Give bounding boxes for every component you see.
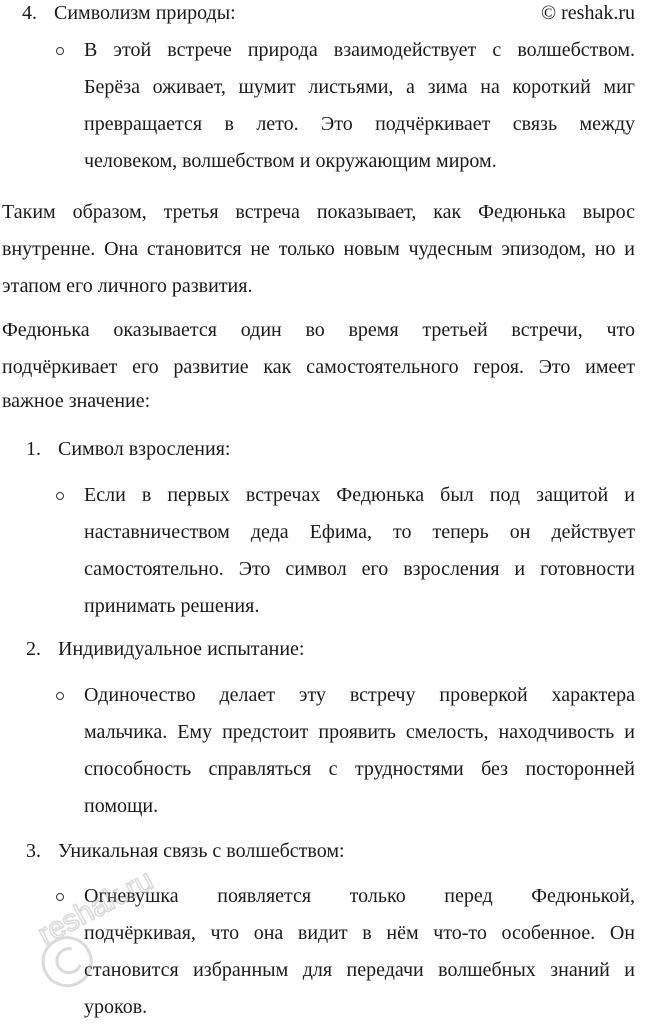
text-line: подчёркивает его развитие как самостоятельного героя. Это имеет: [2, 356, 635, 378]
text-line: Одиночество делает эту встречу проверкой характера: [84, 684, 635, 706]
paragraph-alone: [2, 312, 635, 416]
text-line: способность справляться с трудностями без посторонней: [84, 758, 635, 780]
text-line: Федюнька оказывается один во время третьей встречи, что: [2, 319, 635, 341]
list-item-1-title: [26, 436, 230, 462]
item-1-bullet: [84, 477, 635, 625]
item-title: Индивидуальное испытание:: [58, 638, 305, 660]
text-line: важное значение:: [2, 390, 151, 412]
heading-number: 4.: [22, 2, 37, 24]
text-line: помощи.: [84, 795, 159, 817]
list-item-2-title: [26, 636, 304, 662]
watermark-text: reshak.ru: [32, 863, 159, 952]
bullet-circle-icon: [56, 492, 64, 500]
item-number: 3.: [26, 840, 41, 862]
item-2-bullet: [84, 677, 635, 825]
nature-bullet: [84, 32, 635, 180]
section-heading-4: [22, 0, 236, 26]
text-line: мальчика. Ему предстоит проявить смелость, находчивость и: [84, 721, 635, 743]
text-line: уроков.: [84, 996, 148, 1018]
text-line: Таким образом, третья встреча показывает, как Федюнька вырос: [2, 201, 635, 223]
text-line: Берёза оживает, шумит листьями, а зима на короткий миг: [84, 76, 635, 98]
bullet-circle-icon: [56, 47, 64, 55]
text-line: Огневушка появляется только перед Федюнькой,: [84, 885, 635, 907]
text-line: самостоятельно. Это символ его взросления и готовности: [84, 558, 635, 580]
site-credit: © reshak.ru: [540, 2, 635, 24]
item-3-bullet: [84, 878, 635, 1026]
item-number: 2.: [26, 638, 41, 660]
text-line: внутренне. Она становится не только новым чудесным эпизодом, но и: [2, 238, 635, 260]
text-line: принимать решения.: [84, 595, 260, 617]
text-line: В этой встрече природа взаимодействует с волшебством.: [84, 39, 635, 61]
bullet-circle-icon: [56, 692, 64, 700]
text-line: становится избранным для передачи волшебных знаний и: [84, 959, 635, 981]
bullet-circle-icon: [56, 893, 64, 901]
text-line: Если в первых встречах Федюнька был под защитой и: [84, 484, 635, 506]
item-title: Уникальная связь с волшебством:: [58, 840, 345, 862]
text-line: подчёркивая, что она видит в нём что-то особенное. Он: [84, 922, 635, 944]
item-number: 1.: [26, 438, 41, 460]
text-line: превращается в лето. Это подчёркивает связь между: [84, 113, 635, 135]
item-title: Символ взросления:: [58, 438, 231, 460]
paragraph-conclusion: [2, 194, 635, 305]
list-item-3-title: [26, 838, 345, 864]
text-line: этапом его личного развития.: [2, 275, 253, 297]
text-line: человеком, волшебством и окружающим миром.: [84, 150, 497, 172]
text-line: наставничеством деда Ефима, то теперь он действует: [84, 521, 635, 543]
heading-title: Символизм природы:: [54, 2, 236, 24]
